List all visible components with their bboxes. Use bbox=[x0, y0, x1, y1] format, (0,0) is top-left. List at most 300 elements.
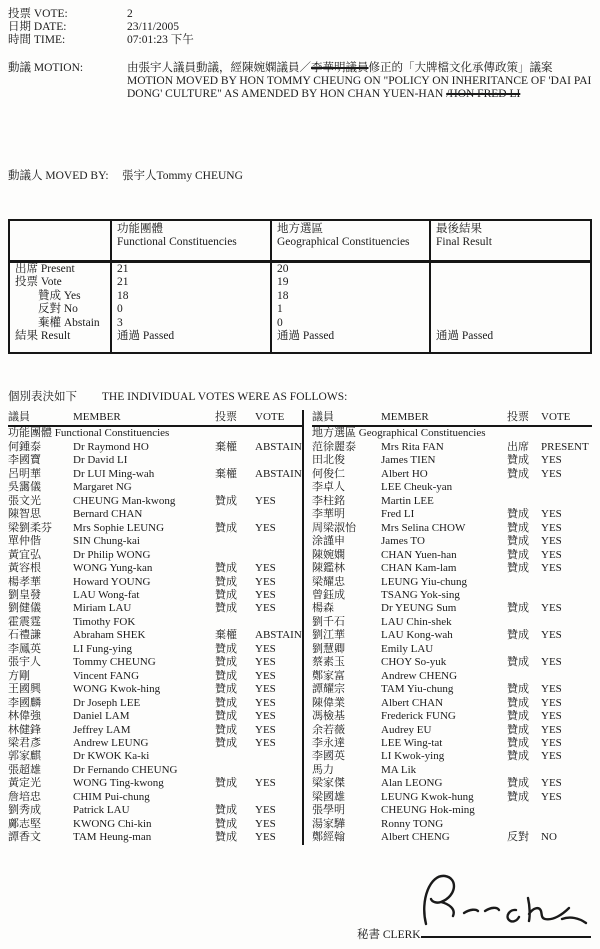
member-vote-en: YES bbox=[255, 683, 276, 696]
member-row bbox=[8, 697, 302, 710]
member-vote-en: YES bbox=[541, 467, 562, 480]
motion-text bbox=[127, 62, 592, 101]
member-name-zh: 鄭家富 bbox=[312, 669, 345, 682]
member-vote-en bbox=[255, 481, 302, 494]
member-name-zh: 劉秀成 bbox=[8, 804, 41, 817]
member-name-en: Patrick LAU bbox=[73, 804, 130, 817]
geographical-header-zh: 地方選區 bbox=[277, 223, 323, 235]
member-name-en: Dr KWOK Ka-ki bbox=[73, 750, 150, 763]
member-en-header: MEMBER bbox=[73, 411, 121, 424]
member-name-zh: 梁家傑 bbox=[312, 777, 345, 790]
functional-group-label: 功能團體 Functional Constituencies bbox=[8, 427, 170, 440]
member-row bbox=[312, 441, 592, 454]
member-row bbox=[8, 549, 302, 562]
member-vote-en: YES bbox=[255, 696, 276, 709]
member-name-zh: 余若薇 bbox=[312, 723, 345, 736]
member-name-zh: 楊森 bbox=[312, 602, 334, 615]
member-vote-en: YES bbox=[541, 656, 562, 669]
member-row bbox=[312, 697, 592, 710]
summary-row bbox=[10, 263, 590, 276]
member-row bbox=[312, 737, 592, 750]
member-name-zh: 范徐麗泰 bbox=[312, 441, 356, 454]
member-row bbox=[312, 724, 592, 737]
member-row bbox=[8, 670, 302, 683]
member-name-en: Miriam LAU bbox=[73, 602, 132, 615]
member-vote-en: ABSTAIN bbox=[255, 467, 302, 480]
summary-final-value bbox=[429, 290, 590, 303]
member-en-header: MEMBER bbox=[381, 411, 429, 424]
member-vote-en: YES bbox=[541, 454, 562, 467]
summary-geographical-value: 20 bbox=[270, 263, 429, 276]
member-row bbox=[312, 495, 592, 508]
member-name-en: Timothy FOK bbox=[73, 615, 136, 628]
member-vote-en bbox=[255, 549, 302, 562]
member-vote-zh bbox=[215, 549, 255, 562]
member-zh-header: 議員 bbox=[312, 411, 334, 424]
member-vote-zh: 贊成 bbox=[215, 656, 237, 669]
member-name-en: Dr Joseph LEE bbox=[73, 696, 141, 709]
member-name-en: Dr Philip WONG bbox=[73, 548, 151, 561]
member-vote-en: YES bbox=[541, 683, 562, 696]
member-vote-zh: 贊成 bbox=[215, 710, 237, 723]
member-vote-zh: 贊成 bbox=[507, 683, 529, 696]
summary-functional-value: 18 bbox=[110, 290, 270, 303]
member-row bbox=[8, 522, 302, 535]
member-vote-en: YES bbox=[255, 589, 276, 602]
summary-functional-value: 21 bbox=[110, 276, 270, 289]
member-vote-zh: 贊成 bbox=[507, 777, 529, 790]
member-name-zh: 李國英 bbox=[312, 750, 345, 763]
member-name-zh: 陳偉業 bbox=[312, 696, 345, 709]
member-vote-zh bbox=[215, 481, 255, 494]
summary-final-value: 通過 Passed bbox=[429, 330, 590, 352]
member-row bbox=[312, 643, 592, 656]
member-name-en: Jeffrey LAM bbox=[73, 723, 131, 736]
member-name-zh: 張超雄 bbox=[8, 763, 41, 776]
member-vote-zh: 贊成 bbox=[215, 737, 237, 749]
member-name-en: Howard YOUNG bbox=[73, 575, 151, 588]
member-row bbox=[8, 602, 302, 615]
member-name-en: Abraham SHEK bbox=[73, 629, 146, 642]
member-row bbox=[312, 549, 592, 562]
member-name-zh: 梁國雄 bbox=[312, 790, 345, 803]
member-row bbox=[312, 468, 592, 481]
individual-votes-table bbox=[8, 410, 592, 844]
member-vote-zh: 贊成 bbox=[507, 696, 529, 709]
member-vote-en: YES bbox=[255, 669, 276, 682]
member-row bbox=[312, 535, 592, 548]
member-vote-zh: 贊成 bbox=[215, 804, 237, 817]
summary-geographical-value: 通過 Passed bbox=[270, 330, 429, 352]
member-row bbox=[8, 562, 302, 575]
member-vote-en: NO bbox=[541, 831, 557, 844]
summary-geographical-value: 18 bbox=[270, 290, 429, 303]
member-name-zh: 郭家麒 bbox=[8, 750, 41, 763]
summary-header-final bbox=[429, 221, 590, 260]
member-name-zh: 林健鋒 bbox=[8, 723, 41, 736]
member-name-en: Dr YEUNG Sum bbox=[381, 602, 457, 615]
member-name-en: Martin LEE bbox=[381, 494, 434, 507]
summary-final-value bbox=[429, 317, 590, 330]
member-name-zh: 李柱銘 bbox=[312, 494, 345, 507]
member-name-zh: 梁耀忠 bbox=[312, 575, 345, 588]
member-vote-en: YES bbox=[541, 629, 562, 642]
member-name-en: LAU Kong-wah bbox=[381, 629, 453, 642]
summary-row-label: 出席 Present bbox=[15, 263, 75, 275]
member-row bbox=[8, 750, 302, 763]
clerk-line bbox=[357, 925, 591, 942]
member-name-zh: 陳婉嫻 bbox=[312, 548, 345, 561]
member-row bbox=[8, 683, 302, 696]
member-name-zh: 張學明 bbox=[312, 804, 345, 817]
summary-geographical-value: 1 bbox=[270, 303, 429, 316]
member-name-zh: 黃宜弘 bbox=[8, 548, 41, 561]
clerk-signature bbox=[412, 866, 592, 932]
member-vote-zh: 贊成 bbox=[507, 562, 529, 575]
member-row bbox=[8, 724, 302, 737]
member-name-en: SIN Chung-kai bbox=[73, 535, 140, 548]
member-row bbox=[312, 764, 592, 777]
member-row bbox=[8, 576, 302, 589]
member-vote-en: YES bbox=[541, 790, 562, 803]
member-name-en: WONG Kwok-hing bbox=[73, 683, 161, 696]
member-name-en: CHIM Pui-chung bbox=[73, 790, 150, 803]
member-row bbox=[312, 602, 592, 615]
member-row bbox=[8, 454, 302, 467]
member-row bbox=[8, 737, 302, 750]
member-row bbox=[312, 522, 592, 535]
member-name-en: Tommy CHEUNG bbox=[73, 656, 156, 669]
member-name-zh: 蔡素玉 bbox=[312, 656, 345, 669]
member-vote-en: YES bbox=[541, 777, 562, 790]
member-vote-zh: 贊成 bbox=[507, 750, 529, 763]
member-row bbox=[8, 481, 302, 494]
member-name-zh: 詹培忠 bbox=[8, 790, 41, 803]
member-name-en: Albert CHENG bbox=[381, 831, 450, 844]
member-name-zh: 黃容根 bbox=[8, 562, 41, 575]
member-name-en: KWONG Chi-kin bbox=[73, 817, 152, 830]
member-name-zh: 陳鑑林 bbox=[312, 562, 345, 575]
member-name-en: Dr Raymond HO bbox=[73, 441, 149, 454]
member-vote-en bbox=[541, 589, 592, 602]
member-name-zh: 張文光 bbox=[8, 494, 41, 507]
time-row bbox=[8, 34, 592, 47]
member-name-zh: 李國麟 bbox=[8, 696, 41, 709]
summary-row-label: 結果 Result bbox=[15, 330, 71, 343]
member-name-en: Vincent FANG bbox=[73, 669, 140, 682]
member-vote-en: YES bbox=[255, 804, 276, 817]
member-row bbox=[8, 441, 302, 454]
summary-row-label: 反對 No bbox=[15, 303, 78, 316]
member-name-en: Ronny TONG bbox=[381, 817, 444, 830]
member-vote-zh: 贊成 bbox=[215, 777, 237, 790]
member-vote-zh: 贊成 bbox=[215, 589, 237, 602]
member-name-en: TAM Heung-man bbox=[73, 831, 152, 844]
member-vote-zh: 棄權 bbox=[215, 467, 237, 480]
member-name-zh: 劉千石 bbox=[312, 615, 345, 628]
member-vote-zh: 贊成 bbox=[215, 602, 237, 615]
member-vote-en: YES bbox=[255, 777, 276, 790]
member-vote-en bbox=[541, 495, 592, 508]
member-name-zh: 馮檢基 bbox=[312, 710, 345, 723]
member-vote-en: YES bbox=[541, 548, 562, 561]
member-row bbox=[312, 656, 592, 669]
member-row bbox=[8, 764, 302, 777]
member-vote-zh: 贊成 bbox=[507, 548, 529, 561]
member-vote-en bbox=[255, 508, 302, 521]
functional-header-zh: 功能團體 bbox=[117, 223, 163, 235]
member-vote-en bbox=[255, 454, 302, 467]
vote-en-header: VOTE bbox=[255, 411, 285, 424]
member-vote-en: YES bbox=[541, 710, 562, 723]
member-vote-en: YES bbox=[541, 535, 562, 548]
left-column-header bbox=[8, 410, 302, 427]
member-name-zh: 李國寶 bbox=[8, 454, 41, 467]
time-value: 07:01:23 下午 bbox=[127, 34, 194, 46]
member-name-en: James TIEN bbox=[381, 454, 436, 467]
member-vote-en bbox=[541, 670, 592, 683]
member-name-en: LAU Wong-fat bbox=[73, 589, 140, 602]
member-name-zh: 石禮謙 bbox=[8, 629, 41, 642]
clerk-label: 秘書 CLERK bbox=[357, 929, 421, 941]
member-name-en: Audrey EU bbox=[381, 723, 432, 736]
member-name-zh: 劉皇發 bbox=[8, 589, 41, 602]
member-zh-header: 議員 bbox=[8, 411, 30, 424]
member-name-zh: 譚香文 bbox=[8, 831, 41, 844]
summary-final-value bbox=[429, 276, 590, 289]
member-vote-zh bbox=[215, 454, 255, 467]
member-vote-zh bbox=[215, 764, 255, 777]
member-name-en: Daniel LAM bbox=[73, 710, 130, 723]
member-name-zh: 呂明華 bbox=[8, 467, 41, 480]
member-row bbox=[8, 643, 302, 656]
member-row bbox=[8, 710, 302, 723]
summary-final-value bbox=[429, 303, 590, 316]
member-row bbox=[312, 791, 592, 804]
member-name-en: LI Kwok-ying bbox=[381, 750, 445, 763]
date-row bbox=[8, 21, 592, 34]
vote-summary-table bbox=[8, 219, 592, 354]
member-row bbox=[312, 562, 592, 575]
motion-label: 動議 MOTION: bbox=[8, 62, 84, 74]
member-vote-zh bbox=[507, 616, 541, 629]
member-vote-zh: 贊成 bbox=[215, 642, 237, 655]
member-vote-zh: 贊成 bbox=[507, 656, 529, 669]
member-row bbox=[8, 589, 302, 602]
member-vote-zh: 贊成 bbox=[215, 831, 237, 844]
summary-row-label: 贊成 Yes bbox=[15, 289, 81, 302]
summary-body bbox=[10, 263, 590, 352]
member-vote-en: YES bbox=[255, 494, 276, 507]
motion-en-line1: MOTION MOVED BY HON TOMMY CHEUNG ON "POLICY ON INHERITANCE OF 'DAI PAI bbox=[127, 75, 592, 87]
member-name-en: Frederick FUNG bbox=[381, 710, 456, 723]
member-row bbox=[312, 454, 592, 467]
moved-by-section bbox=[8, 170, 592, 183]
motion-en-struck-text: /HON FRED LI bbox=[446, 88, 521, 100]
member-vote-zh: 贊成 bbox=[507, 710, 529, 723]
functional-votes-column bbox=[8, 410, 302, 844]
member-name-en: WONG Ting-kwong bbox=[73, 777, 164, 790]
right-column-header bbox=[312, 410, 592, 427]
summary-row bbox=[10, 303, 590, 316]
member-name-zh: 黃定光 bbox=[8, 777, 41, 790]
summary-functional-value: 通過 Passed bbox=[110, 330, 270, 352]
member-vote-en: YES bbox=[255, 723, 276, 736]
member-row bbox=[8, 535, 302, 548]
member-vote-en bbox=[541, 616, 592, 629]
vote-number-row bbox=[8, 8, 592, 21]
member-name-en: LEE Cheuk-yan bbox=[381, 481, 453, 494]
member-vote-en: YES bbox=[541, 521, 562, 534]
member-name-en: Mrs Selina CHOW bbox=[381, 521, 466, 534]
member-row bbox=[312, 818, 592, 831]
member-row bbox=[312, 750, 592, 763]
summary-row bbox=[10, 317, 590, 330]
member-vote-zh bbox=[507, 495, 541, 508]
member-name-zh: 吳靄儀 bbox=[8, 481, 41, 494]
member-name-zh: 梁劉柔芬 bbox=[8, 521, 52, 534]
member-row bbox=[312, 481, 592, 494]
member-row bbox=[8, 495, 302, 508]
member-vote-zh bbox=[507, 643, 541, 656]
member-vote-zh: 贊成 bbox=[507, 602, 529, 615]
member-name-en: CHAN Kam-lam bbox=[381, 562, 457, 575]
member-vote-zh: 贊成 bbox=[507, 629, 529, 642]
member-name-zh: 劉健儀 bbox=[8, 602, 41, 615]
member-row bbox=[312, 710, 592, 723]
member-vote-en bbox=[255, 750, 302, 763]
member-name-zh: 周梁淑怡 bbox=[312, 521, 356, 534]
geographical-header-en: Geographical Constituencies bbox=[277, 236, 410, 248]
member-row bbox=[8, 508, 302, 521]
member-vote-en: PRESENT bbox=[541, 441, 589, 454]
member-vote-en: YES bbox=[255, 602, 276, 615]
member-row bbox=[8, 777, 302, 790]
member-row bbox=[312, 831, 592, 844]
member-name-en: LEE Wing-tat bbox=[381, 737, 443, 749]
member-row bbox=[8, 468, 302, 481]
member-vote-en bbox=[255, 616, 302, 629]
member-row bbox=[312, 670, 592, 683]
clerk-signature-line bbox=[421, 925, 591, 938]
member-vote-zh: 贊成 bbox=[507, 535, 529, 548]
member-name-zh: 單仲偕 bbox=[8, 535, 41, 548]
member-vote-zh: 贊成 bbox=[215, 723, 237, 736]
vote-en-header: VOTE bbox=[541, 411, 571, 424]
member-vote-en: YES bbox=[255, 710, 276, 723]
member-vote-zh: 贊成 bbox=[507, 467, 529, 480]
member-vote-zh bbox=[215, 791, 255, 804]
member-name-zh: 何俊仁 bbox=[312, 467, 345, 480]
vote-number-label: 投票 VOTE: bbox=[8, 8, 68, 20]
member-name-en: WONG Yung-kan bbox=[73, 562, 153, 575]
member-vote-zh: 贊成 bbox=[507, 508, 529, 521]
member-row bbox=[312, 629, 592, 642]
member-vote-en: YES bbox=[541, 723, 562, 736]
member-row bbox=[312, 576, 592, 589]
summary-functional-value: 0 bbox=[110, 303, 270, 316]
member-row bbox=[8, 804, 302, 817]
member-name-zh: 張宇人 bbox=[8, 656, 41, 669]
member-name-en: CHEUNG Hok-ming bbox=[381, 804, 475, 817]
summary-row-label: 棄權 Abstain bbox=[15, 316, 100, 329]
summary-functional-value: 3 bbox=[110, 317, 270, 330]
member-name-zh: 湯家驊 bbox=[312, 817, 345, 830]
member-name-en: TAM Yiu-chung bbox=[381, 683, 454, 696]
member-row bbox=[312, 616, 592, 629]
motion-en-line2-pre: DONG' CULTURE" AS AMENDED BY HON CHAN YUEN-HAN bbox=[127, 88, 447, 100]
member-vote-en: ABSTAIN bbox=[255, 441, 302, 454]
member-name-zh: 曾鈺成 bbox=[312, 589, 345, 602]
member-name-zh: 李永達 bbox=[312, 737, 345, 749]
summary-header-empty bbox=[10, 221, 110, 260]
member-vote-zh: 贊成 bbox=[215, 683, 237, 696]
individual-heading-zh: 個別表決如下 bbox=[8, 391, 77, 404]
member-vote-zh: 贊成 bbox=[215, 575, 237, 588]
member-name-en: James TO bbox=[381, 535, 425, 548]
summary-header-geographical bbox=[270, 221, 429, 260]
vote-zh-header: 投票 bbox=[215, 411, 237, 424]
member-vote-zh: 棄權 bbox=[215, 441, 237, 454]
member-name-zh: 鄭經翰 bbox=[312, 831, 345, 844]
member-vote-en: YES bbox=[541, 737, 562, 749]
member-row bbox=[312, 804, 592, 817]
summary-row bbox=[10, 290, 590, 303]
member-vote-en bbox=[255, 535, 302, 548]
member-name-zh: 林偉強 bbox=[8, 710, 41, 723]
member-row bbox=[312, 683, 592, 696]
member-vote-en bbox=[541, 818, 592, 831]
member-row bbox=[8, 818, 302, 831]
member-vote-en bbox=[255, 791, 302, 804]
member-vote-zh bbox=[507, 804, 541, 817]
member-vote-en bbox=[541, 804, 592, 817]
functional-header-en: Functional Constituencies bbox=[117, 236, 237, 248]
member-vote-zh bbox=[507, 764, 541, 777]
member-name-en: LAU Chin-shek bbox=[381, 615, 452, 628]
member-name-en: CHOY So-yuk bbox=[381, 656, 447, 669]
member-name-en: Andrew LEUNG bbox=[73, 737, 149, 749]
member-vote-en: YES bbox=[541, 562, 562, 575]
motion-zh-struck-text: 李華明議員 bbox=[311, 62, 369, 74]
member-name-zh: 梁君彥 bbox=[8, 737, 41, 749]
individual-votes-heading bbox=[8, 391, 592, 404]
member-name-en: TSANG Yok-sing bbox=[381, 589, 460, 602]
member-vote-zh: 贊成 bbox=[507, 790, 529, 803]
member-name-zh: 何鍾泰 bbox=[8, 441, 41, 454]
moved-by-label: 動議人 MOVED BY: bbox=[8, 170, 109, 182]
member-vote-en bbox=[541, 576, 592, 589]
member-name-zh: 李鳳英 bbox=[8, 642, 41, 655]
member-vote-zh: 贊成 bbox=[507, 521, 529, 534]
member-name-zh: 李華明 bbox=[312, 508, 345, 521]
member-row bbox=[312, 777, 592, 790]
member-vote-zh bbox=[215, 750, 255, 763]
member-row bbox=[312, 508, 592, 521]
member-vote-zh bbox=[507, 818, 541, 831]
member-vote-en: ABSTAIN bbox=[255, 629, 302, 642]
member-name-zh: 田北俊 bbox=[312, 454, 345, 467]
member-vote-zh bbox=[507, 589, 541, 602]
member-name-zh: 霍震霆 bbox=[8, 615, 41, 628]
document-header bbox=[8, 8, 592, 47]
member-vote-zh: 贊成 bbox=[215, 669, 237, 682]
member-vote-zh: 棄權 bbox=[215, 629, 237, 642]
member-name-zh: 方剛 bbox=[8, 669, 30, 682]
geographical-group-label: 地方選區 Geographical Constituencies bbox=[312, 427, 486, 440]
member-vote-zh bbox=[215, 616, 255, 629]
summary-geographical-value: 19 bbox=[270, 276, 429, 289]
